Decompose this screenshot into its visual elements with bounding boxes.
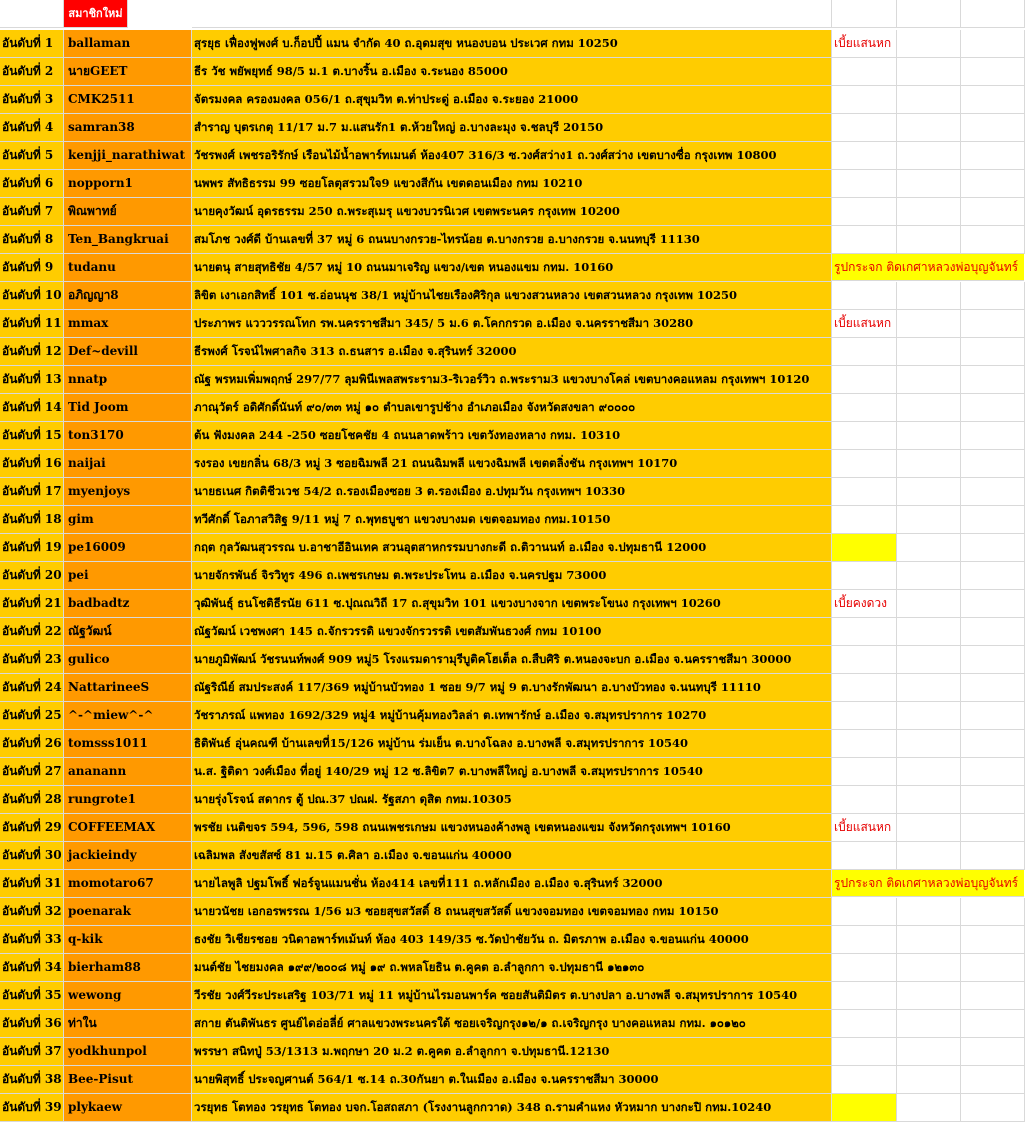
rank-cell[interactable]: อันดับที่ 3	[0, 86, 64, 114]
prize-note-cell[interactable]	[832, 198, 897, 226]
prize-note-cell[interactable]	[832, 422, 897, 450]
prize-note-cell[interactable]	[832, 730, 897, 758]
header-blank-a[interactable]	[0, 0, 64, 28]
prize-note-cell[interactable]	[832, 478, 897, 506]
prize-note-cell[interactable]: เบี้ยแสนหก	[832, 814, 897, 842]
username-cell[interactable]: gulico	[64, 646, 192, 674]
blank-cell-f[interactable]	[961, 394, 1025, 422]
address-cell[interactable]: สุรยุธ เฟื่องฟูพงศ์ บ.ก็อปปี้ แมน จำกัด 40 ถ.อุดมสุข หนองบอน ประเวศ กทม 10250	[192, 30, 832, 58]
blank-cell-e[interactable]	[897, 926, 961, 954]
rank-cell[interactable]: อันดับที่ 8	[0, 226, 64, 254]
table-row	[0, 618, 1025, 646]
username-cell[interactable]: nnatp	[64, 366, 192, 394]
blank-cell-f[interactable]	[961, 506, 1025, 534]
username-cell[interactable]: Bee-Pisut	[64, 1066, 192, 1094]
table-row	[0, 30, 1025, 58]
prize-note-cell[interactable]	[832, 226, 897, 254]
username-cell[interactable]: kenjji_narathiwat	[64, 142, 192, 170]
username-cell[interactable]: momotaro67	[64, 870, 192, 898]
username-cell[interactable]: bierham88	[64, 954, 192, 982]
username-cell[interactable]: plykaew	[64, 1094, 192, 1122]
rank-cell[interactable]: อันดับที่ 20	[0, 562, 64, 590]
table-row	[0, 450, 1025, 478]
rank-cell[interactable]: อันดับที่ 7	[0, 198, 64, 226]
blank-cell-f[interactable]	[961, 282, 1025, 310]
address-cell[interactable]: ทวีศักดิ์ โอภาสวิสิฐ 9/11 หมู่ 7 ถ.พุทธบูชา แขวงบางมด เขตจอมทอง กทม.10150	[192, 506, 832, 534]
address-cell[interactable]: นายจักรพันธ์ จิรวิทูร 496 ถ.เพชรเกษม ต.พระประโทน อ.เมือง จ.นครปฐม 73000	[192, 562, 832, 590]
header-blank-d[interactable]	[832, 0, 897, 28]
table-row	[0, 86, 1025, 114]
prize-note-cell[interactable]	[832, 450, 897, 478]
prize-note-cell[interactable]	[832, 142, 897, 170]
username-cell[interactable]: พิณพาทย์	[64, 198, 192, 226]
table-row	[0, 898, 1025, 926]
username-cell[interactable]: poenarak	[64, 898, 192, 926]
username-cell[interactable]: q-kik	[64, 926, 192, 954]
prize-note-cell[interactable]	[832, 1010, 897, 1038]
blank-cell-f[interactable]	[961, 618, 1025, 646]
prize-note-cell[interactable]	[832, 282, 897, 310]
username-cell[interactable]: tomsss1011	[64, 730, 192, 758]
prize-note-cell[interactable]	[832, 506, 897, 534]
username-cell[interactable]: nopporn1	[64, 170, 192, 198]
blank-cell-e[interactable]	[897, 842, 961, 870]
blank-cell-e[interactable]	[897, 1094, 961, 1122]
prize-note-cell[interactable]	[832, 786, 897, 814]
rank-cell[interactable]: อันดับที่ 26	[0, 730, 64, 758]
table-row	[0, 590, 1025, 618]
rank-cell[interactable]: อันดับที่ 39	[0, 1094, 64, 1122]
blank-cell-f[interactable]	[961, 534, 1025, 562]
username-cell[interactable]: นายGEET	[64, 58, 192, 86]
username-cell[interactable]: wewong	[64, 982, 192, 1010]
rank-cell[interactable]: อันดับที่ 22	[0, 618, 64, 646]
table-row	[0, 142, 1025, 170]
blank-cell-e[interactable]	[897, 814, 961, 842]
address-cell[interactable]: สมโภช วงศ์ดี บ้านเลขที่ 37 หมู่ 6 ถนนบางกรวย-ไทรน้อย ต.บางกรวย อ.บางกรวย จ.นนทบุรี 11130	[192, 226, 832, 254]
blank-cell-e[interactable]	[897, 86, 961, 114]
username-cell[interactable]: ballaman	[64, 30, 192, 58]
blank-cell-f[interactable]	[961, 58, 1025, 86]
address-cell[interactable]: นายคุงวัฒน์ อุดรธรรม 250 ถ.พระสุเมรุ แขวงบวรนิเวศ เขตพระนคร กรุงเทพ 10200	[192, 198, 832, 226]
address-cell[interactable]: กฤต กุลวัฒนสุวรรณ บ.อาชาอีอินเทค สวนอุตสาหกรรมบางกะดี ถ.ติวานนท์ อ.เมือง จ.ปทุมธานี 12000	[192, 534, 832, 562]
prize-note-cell[interactable]	[832, 982, 897, 1010]
table-row	[0, 226, 1025, 254]
username-cell[interactable]: ^-^miew^-^	[64, 702, 192, 730]
blank-cell-f[interactable]	[961, 842, 1025, 870]
table-row	[0, 814, 1025, 842]
rank-cell[interactable]: อันดับที่ 38	[0, 1066, 64, 1094]
table-row	[0, 926, 1025, 954]
blank-cell-e[interactable]	[897, 338, 961, 366]
address-cell[interactable]: น.ส. ฐิติดา วงศ์เมือง ที่อยู่ 140/29 หมู่ 12 ซ.ลิขิต7 ต.บางพลีใหญ่ อ.บางพลี จ.สมุทรปราการ 10540	[192, 758, 832, 786]
username-cell[interactable]: tudanu	[64, 254, 192, 282]
blank-cell-e[interactable]	[897, 1010, 961, 1038]
prize-note-cell[interactable]	[832, 758, 897, 786]
address-cell[interactable]: ธีรพงศ์ โรจน์ไพศาลกิจ 313 ถ.ธนสาร อ.เมือง จ.สุรินทร์ 32000	[192, 338, 832, 366]
prize-note-cell[interactable]	[832, 338, 897, 366]
table-row	[0, 730, 1025, 758]
rank-cell[interactable]: อันดับที่ 29	[0, 814, 64, 842]
blank-cell-f[interactable]	[961, 338, 1025, 366]
prize-note-cell[interactable]	[832, 1038, 897, 1066]
blank-cell-e[interactable]	[897, 702, 961, 730]
username-cell[interactable]: myenjoys	[64, 478, 192, 506]
address-cell[interactable]: นายไลพูลิ ปฐมโพธิ์ ฟอร์จูนแมนชั่น ห้อง414 เลขที่111 ถ.หลักเมือง อ.เมือง จ.สุรินทร์ 32000	[192, 870, 832, 898]
blank-cell-f[interactable]	[961, 1038, 1025, 1066]
username-cell[interactable]: rungrote1	[64, 786, 192, 814]
table-row	[0, 422, 1025, 450]
blank-cell-f[interactable]	[961, 954, 1025, 982]
blank-cell-e[interactable]	[897, 142, 961, 170]
prize-note-cell[interactable]	[832, 86, 897, 114]
rank-cell[interactable]: อันดับที่ 6	[0, 170, 64, 198]
table-row	[0, 702, 1025, 730]
table-row	[0, 870, 1025, 898]
address-cell[interactable]: นายวนัชย เอกอรพรรณ 1/56 ม3 ซอยสุขสวัสดิ์ 8 ถนนสุขสวัสดิ์ แขวงจอมทอง เขตจอมทอง กทม 10150	[192, 898, 832, 926]
address-cell[interactable]: ณัฐริณีย์ สมประสงค์ 117/369 หมู่บ้านบัวทอง 1 ซอย 9/7 หมู่ 9 ต.บางรักพัฒนา อ.บางบัวทอง จ.นนทบุรี 11110	[192, 674, 832, 702]
table-row	[0, 366, 1025, 394]
blank-cell-e[interactable]	[897, 114, 961, 142]
username-cell[interactable]: samran38	[64, 114, 192, 142]
prize-note-cell[interactable]	[832, 394, 897, 422]
rank-cell[interactable]: อันดับที่ 34	[0, 954, 64, 982]
blank-cell-f[interactable]	[961, 1010, 1025, 1038]
username-cell[interactable]: naijai	[64, 450, 192, 478]
address-cell[interactable]: มนต์ชัย ไชยมงคล ๑๙๙/๒๐๐๘ หมู่ ๑๙ ถ.พหลโยธิน ต.คูคต อ.ลำลูกกา จ.ปทุมธานี ๑๒๑๓๐	[192, 954, 832, 982]
rank-cell[interactable]: อันดับที่ 5	[0, 142, 64, 170]
rank-cell[interactable]: อันดับที่ 19	[0, 534, 64, 562]
blank-cell-f[interactable]	[961, 114, 1025, 142]
address-cell[interactable]: นายธเนศ กิตติชีวเวช 54/2 ถ.รองเมืองซอย 3 ต.รองเมือง อ.ปทุมวัน กรุงเทพฯ 10330	[192, 478, 832, 506]
address-cell[interactable]: นายตนุ สายสุทธิชัย 4/57 หมู่ 10 ถนนมาเจริญ แขวง/เขต หนองแขม กทม. 10160	[192, 254, 832, 282]
address-cell[interactable]: พรชัย เนติขจร 594, 596, 598 ถนนเพชรเกษม แขวงหนองค้างพลู เขตหนองแขม จังหวัดกรุงเทพฯ 10160	[192, 814, 832, 842]
address-cell[interactable]: พรรษา สนิทปู่ 53/1313 ม.พฤกษา 20 ม.2 ต.คูคต อ.ลำลูกกา จ.ปทุมธานี.12130	[192, 1038, 832, 1066]
blank-cell-e[interactable]	[897, 310, 961, 338]
table-row	[0, 674, 1025, 702]
blank-cell-e[interactable]	[897, 898, 961, 926]
blank-cell-f[interactable]	[961, 646, 1025, 674]
blank-cell-f[interactable]	[961, 198, 1025, 226]
table-row	[0, 1010, 1025, 1038]
blank-cell-f[interactable]	[961, 450, 1025, 478]
rank-cell[interactable]: อันดับที่ 32	[0, 898, 64, 926]
blank-cell-f[interactable]	[961, 310, 1025, 338]
blank-cell-e[interactable]	[897, 982, 961, 1010]
table-row	[0, 1038, 1025, 1066]
prize-note-cell[interactable]	[832, 674, 897, 702]
table-row	[0, 282, 1025, 310]
table-row	[0, 506, 1025, 534]
username-cell[interactable]: badbadtz	[64, 590, 192, 618]
blank-cell-f[interactable]	[961, 814, 1025, 842]
rank-cell[interactable]: อันดับที่ 14	[0, 394, 64, 422]
prize-note-cell[interactable]: รูปกระจก ติดเกศาหลวงพ่อบุญจันทร์	[832, 870, 1024, 897]
prize-note-cell[interactable]	[832, 926, 897, 954]
blank-cell-e[interactable]	[897, 954, 961, 982]
blank-cell-e[interactable]	[897, 590, 961, 618]
address-cell[interactable]: วัชรพงศ์ เพชรอริรักษ์ เรือนไม้น้ำอพาร์ทเมนต์ ห้อง407 316/3 ซ.วงศ์สว่าง1 ถ.วงศ์สว่าง เขตบางซื่อ กรุงเทพ 10800	[192, 142, 832, 170]
blank-cell-e[interactable]	[897, 170, 961, 198]
address-cell[interactable]: วุฒิพันธุ์ ธนโชติธีรนัย 611 ซ.ปุณณวิถี 17 ถ.สุขุมวิท 101 แขวงบางจาก เขตพระโขนง กรุงเทพฯ 10260	[192, 590, 832, 618]
prize-note-cell[interactable]	[832, 562, 897, 590]
address-cell[interactable]: วรยุทธ โตทอง วรยุทธ โตทอง บจก.โอสถสภา (โรงงานลูกกวาด) 348 ถ.รามคำแหง หัวหมาก บางกะปิ กทม.10240	[192, 1094, 832, 1122]
table-row	[0, 982, 1025, 1010]
address-cell[interactable]: ประภาพร แวววรรณโทก รพ.นครราชสีมา 345/ 5 ม.6 ต.โคกกรวด อ.เมือง จ.นครราชสีมา 30280	[192, 310, 832, 338]
prize-note-cell[interactable]	[832, 58, 897, 86]
address-cell[interactable]: นายภูมิพัฒน์ วัชรนนท์พงศ์ 909 หมู่5 โรงแรมดารามุรีบูติคโฮเต็ล ถ.สืบศิริ ต.หนองจะบก อ.เมือง จ.นครราชสีมา 30000	[192, 646, 832, 674]
rank-cell[interactable]: อันดับที่ 28	[0, 786, 64, 814]
blank-cell-e[interactable]	[897, 366, 961, 394]
blank-cell-f[interactable]	[961, 590, 1025, 618]
prize-note-cell[interactable]	[832, 1066, 897, 1094]
blank-cell-e[interactable]	[897, 422, 961, 450]
blank-cell-f[interactable]	[961, 730, 1025, 758]
blank-cell-f[interactable]	[961, 898, 1025, 926]
prize-note-cell[interactable]	[832, 618, 897, 646]
blank-cell-e[interactable]	[897, 730, 961, 758]
header-blank-c[interactable]	[192, 0, 832, 28]
username-cell[interactable]: jackieindy	[64, 842, 192, 870]
username-cell[interactable]: ton3170	[64, 422, 192, 450]
username-cell[interactable]: NattarineeS	[64, 674, 192, 702]
blank-cell-f[interactable]	[961, 702, 1025, 730]
prize-note-cell[interactable]: รูปกระจก ติดเกศาหลวงพ่อบุญจันทร์	[832, 254, 1024, 281]
username-cell[interactable]: Tid Joom	[64, 394, 192, 422]
address-cell[interactable]: สกาย ตันติพันธร ศูนย์ไดอ่อลี่ย์ ศาลแขวงพระนครใต้ ซอยเจริญกรุง๑๒/๑ ถ.เจริญกรุง บางคอแหลม กทม. ๑๐๑๒๐	[192, 1010, 832, 1038]
prize-note-cell[interactable]	[832, 534, 897, 562]
table-row	[0, 478, 1025, 506]
blank-cell-f[interactable]	[961, 478, 1025, 506]
prize-note-cell[interactable]	[832, 114, 897, 142]
rank-cell[interactable]: อันดับที่ 33	[0, 926, 64, 954]
header-blank-e[interactable]	[897, 0, 961, 28]
blank-cell-f[interactable]	[961, 562, 1025, 590]
username-cell[interactable]: ณัฐวัฒน์	[64, 618, 192, 646]
blank-cell-e[interactable]	[897, 198, 961, 226]
blank-cell-e[interactable]	[897, 1066, 961, 1094]
rank-cell[interactable]: อันดับที่ 18	[0, 506, 64, 534]
table-row	[0, 310, 1025, 338]
blank-cell-e[interactable]	[897, 30, 961, 58]
blank-cell-e[interactable]	[897, 450, 961, 478]
rank-cell[interactable]: อันดับที่ 25	[0, 702, 64, 730]
blank-cell-e[interactable]	[897, 478, 961, 506]
address-cell[interactable]: ณัฐวัฒน์ เวชพงศา 145 ถ.จักรวรรดิ แขวงจักรวรรดิ เขตสัมพันธวงศ์ กทม 10100	[192, 618, 832, 646]
prize-note-cell[interactable]: เบี้ยคงดวง	[832, 590, 897, 618]
table-row	[0, 1094, 1025, 1122]
prize-note-cell[interactable]	[832, 954, 897, 982]
rank-cell[interactable]: อันดับที่ 11	[0, 310, 64, 338]
table-row	[0, 338, 1025, 366]
blank-cell-f[interactable]	[961, 1094, 1025, 1122]
table-row	[0, 842, 1025, 870]
blank-cell-e[interactable]	[897, 506, 961, 534]
address-cell[interactable]: วีรชัย วงศ์วีระประเสริฐ 103/71 หมู่ 11 หมู่บ้านไรมอนพาร์ค ซอยสันติมิตร ต.บางปลา อ.บางพลี จ.สมุทรปราการ 10540	[192, 982, 832, 1010]
header-row	[0, 0, 1025, 28]
address-cell[interactable]: จัตรมงคล ครองมงคล 056/1 ถ.สุขุมวิท ต.ท่าประดู่ อ.เมือง จ.ระยอง 21000	[192, 86, 832, 114]
rank-cell[interactable]: อันดับที่ 36	[0, 1010, 64, 1038]
blank-cell-f[interactable]	[961, 366, 1025, 394]
prize-note-cell[interactable]	[832, 702, 897, 730]
table-row	[0, 646, 1025, 674]
address-cell[interactable]: ต้น ฟังมงคล 244 -250 ซอยโชคชัย 4 ถนนลาดพร้าว เขตวังทองหลาง กทม. 10310	[192, 422, 832, 450]
address-cell[interactable]: ธงชัย วิเชียรชอย วนิดาอพาร์ทเม้นท์ ห้อง 403 149/35 ซ.วัดป่าชัยวัน ถ. มิตรภาพ อ.เมือง จ.ขอนแก่น 40000	[192, 926, 832, 954]
table-row	[0, 58, 1025, 86]
blank-cell-e[interactable]	[897, 758, 961, 786]
table-row	[0, 114, 1025, 142]
prize-note-cell[interactable]: เบี้ยแสนหก	[832, 30, 897, 58]
blank-cell-f[interactable]	[961, 758, 1025, 786]
username-cell[interactable]: Ten_Bangkruai	[64, 226, 192, 254]
username-cell[interactable]: mmax	[64, 310, 192, 338]
rank-cell[interactable]: อันดับที่ 2	[0, 58, 64, 86]
address-cell[interactable]: สำราญ บุตรเกตุ 11/17 ม.7 ม.แสนรัก1 ต.ห้วยใหญ่ อ.บางละมุง จ.ชลบุรี 20150	[192, 114, 832, 142]
blank-cell-f[interactable]	[961, 142, 1025, 170]
blank-cell-f[interactable]	[961, 170, 1025, 198]
rank-cell[interactable]: อันดับที่ 1	[0, 30, 64, 58]
rank-cell[interactable]: อันดับที่ 30	[0, 842, 64, 870]
blank-cell-f[interactable]	[961, 422, 1025, 450]
rank-cell[interactable]: อันดับที่ 17	[0, 478, 64, 506]
blank-cell-f[interactable]	[961, 982, 1025, 1010]
address-cell[interactable]: ธิติพันธ์ อุ่นคณฑี บ้านเลขที่15/126 หมู่บ้าน ร่มเย็น ต.บางโฉลง อ.บางพลี จ.สมุทรปราการ 10540	[192, 730, 832, 758]
blank-cell-e[interactable]	[897, 646, 961, 674]
rank-cell[interactable]: อันดับที่ 23	[0, 646, 64, 674]
address-cell[interactable]: ณัฐ พรหมเพิ่มพฤกษ์ 297/77 ลุมพินีเพลสพระราม3-ริเวอร์วิว ถ.พระราม3 แขวงบางโคล่ เขตบางคอแหลม กรุงเทพฯ 10120	[192, 366, 832, 394]
username-cell[interactable]: อภิญญา8	[64, 282, 192, 310]
blank-cell-e[interactable]	[897, 394, 961, 422]
username-cell[interactable]: ท่าใน	[64, 1010, 192, 1038]
prize-note-cell[interactable]	[832, 1094, 897, 1122]
table-row	[0, 954, 1025, 982]
blank-cell-f[interactable]	[961, 86, 1025, 114]
blank-cell-e[interactable]	[897, 58, 961, 86]
prize-note-cell[interactable]	[832, 170, 897, 198]
rank-cell[interactable]: อันดับที่ 21	[0, 590, 64, 618]
username-cell[interactable]: ananann	[64, 758, 192, 786]
new-members-badge[interactable]: สมาชิกใหม่	[64, 0, 128, 28]
prize-note-cell[interactable]	[832, 646, 897, 674]
prize-note-cell[interactable]	[832, 366, 897, 394]
username-cell[interactable]: pe16009	[64, 534, 192, 562]
blank-cell-f[interactable]	[961, 926, 1025, 954]
rank-cell[interactable]: อันดับที่ 9	[0, 254, 64, 282]
address-cell[interactable]: นายพิสุทธิ์ ประจญศานต์ 564/1 ซ.14 ถ.30กันยา ต.ในเมือง อ.เมือง จ.นครราชสีมา 30000	[192, 1066, 832, 1094]
rank-cell[interactable]: อันดับที่ 10	[0, 282, 64, 310]
address-cell[interactable]: รงรอง เขยกลิ่น 68/3 หมู่ 3 ซอยฉิมพลี 21 ถนนฉิมพลี แขวงฉิมพลี เขตตลิ่งชัน กรุงเทพฯ 10170	[192, 450, 832, 478]
username-cell[interactable]: yodkhunpol	[64, 1038, 192, 1066]
username-cell[interactable]: COFFEEMAX	[64, 814, 192, 842]
table-row	[0, 534, 1025, 562]
username-cell[interactable]: gim	[64, 506, 192, 534]
rank-cell[interactable]: อันดับที่ 35	[0, 982, 64, 1010]
address-cell[interactable]: นายรุ่งโรจน์ สดากร ตู้ ปณ.37 ปณฝ. รัฐสภา ดุสิต กทม.10305	[192, 786, 832, 814]
rank-cell[interactable]: อันดับที่ 31	[0, 870, 64, 898]
rank-cell[interactable]: อันดับที่ 4	[0, 114, 64, 142]
blank-cell-e[interactable]	[897, 786, 961, 814]
table-row	[0, 1066, 1025, 1094]
blank-cell-f[interactable]	[961, 786, 1025, 814]
rank-cell[interactable]: อันดับที่ 27	[0, 758, 64, 786]
rank-cell[interactable]: อันดับที่ 15	[0, 422, 64, 450]
blank-cell-e[interactable]	[897, 534, 961, 562]
header-blank-f[interactable]	[961, 0, 1025, 28]
rank-cell[interactable]: อันดับที่ 13	[0, 366, 64, 394]
table-row	[0, 562, 1025, 590]
blank-cell-e[interactable]	[897, 674, 961, 702]
blank-cell-e[interactable]	[897, 226, 961, 254]
username-cell[interactable]: Def~devill	[64, 338, 192, 366]
table-row	[0, 786, 1025, 814]
username-cell[interactable]: CMK2511	[64, 86, 192, 114]
rank-cell[interactable]: อันดับที่ 12	[0, 338, 64, 366]
address-cell[interactable]: นพพร สัทธิธรรม 99 ซอยโลตุสรวมใจ9 แขวงสีกัน เขตดอนเมือง กทม 10210	[192, 170, 832, 198]
blank-cell-e[interactable]	[897, 1038, 961, 1066]
table-row	[0, 170, 1025, 198]
table-row	[0, 254, 1025, 282]
table-row	[0, 758, 1025, 786]
rank-cell[interactable]: อันดับที่ 24	[0, 674, 64, 702]
prize-note-cell[interactable]	[832, 842, 897, 870]
address-cell[interactable]: ลิขิต เงาเอกสิทธิ์ 101 ซ.อ่อนนุช 38/1 หมู่บ้านไชยเรืองศิริกุล แขวงสวนหลวง เขตสวนหลวง กรุงเทพ 10250	[192, 282, 832, 310]
blank-cell-e[interactable]	[897, 282, 961, 310]
rank-cell[interactable]: อันดับที่ 37	[0, 1038, 64, 1066]
blank-cell-e[interactable]	[897, 562, 961, 590]
username-cell[interactable]: pei	[64, 562, 192, 590]
blank-cell-f[interactable]	[961, 30, 1025, 58]
blank-cell-f[interactable]	[961, 226, 1025, 254]
address-cell[interactable]: ภาณุวัตร์ อดิศักดิ์นันท์ ๙๐/๓๓ หมู่ ๑๐ ตำบลเขารูปช้าง อำเภอเมือง จังหวัดสงขลา ๙๐๐๐๐	[192, 394, 832, 422]
address-cell[interactable]: วัชราภรณ์ แพทอง 1692/329 หมู่4 หมู่บ้านคุ้มทองวิลล่า ต.เทพารักษ์ อ.เมือง จ.สมุทรปราการ 10270	[192, 702, 832, 730]
address-cell[interactable]: เฉลิมพล สังขสัสซ์ 81 ม.15 ต.ศิลา อ.เมือง จ.ขอนแก่น 40000	[192, 842, 832, 870]
table-row	[0, 394, 1025, 422]
rank-cell[interactable]: อันดับที่ 16	[0, 450, 64, 478]
blank-cell-e[interactable]	[897, 618, 961, 646]
prize-note-cell[interactable]	[832, 898, 897, 926]
table-row	[0, 198, 1025, 226]
prize-note-cell[interactable]: เบี้ยแสนหก	[832, 310, 897, 338]
blank-cell-f[interactable]	[961, 1066, 1025, 1094]
address-cell[interactable]: ธีร วัช พยัพยุทธ์ 98/5 ม.1 ต.บางริ้น อ.เมือง จ.ระนอง 85000	[192, 58, 832, 86]
blank-cell-f[interactable]	[961, 674, 1025, 702]
